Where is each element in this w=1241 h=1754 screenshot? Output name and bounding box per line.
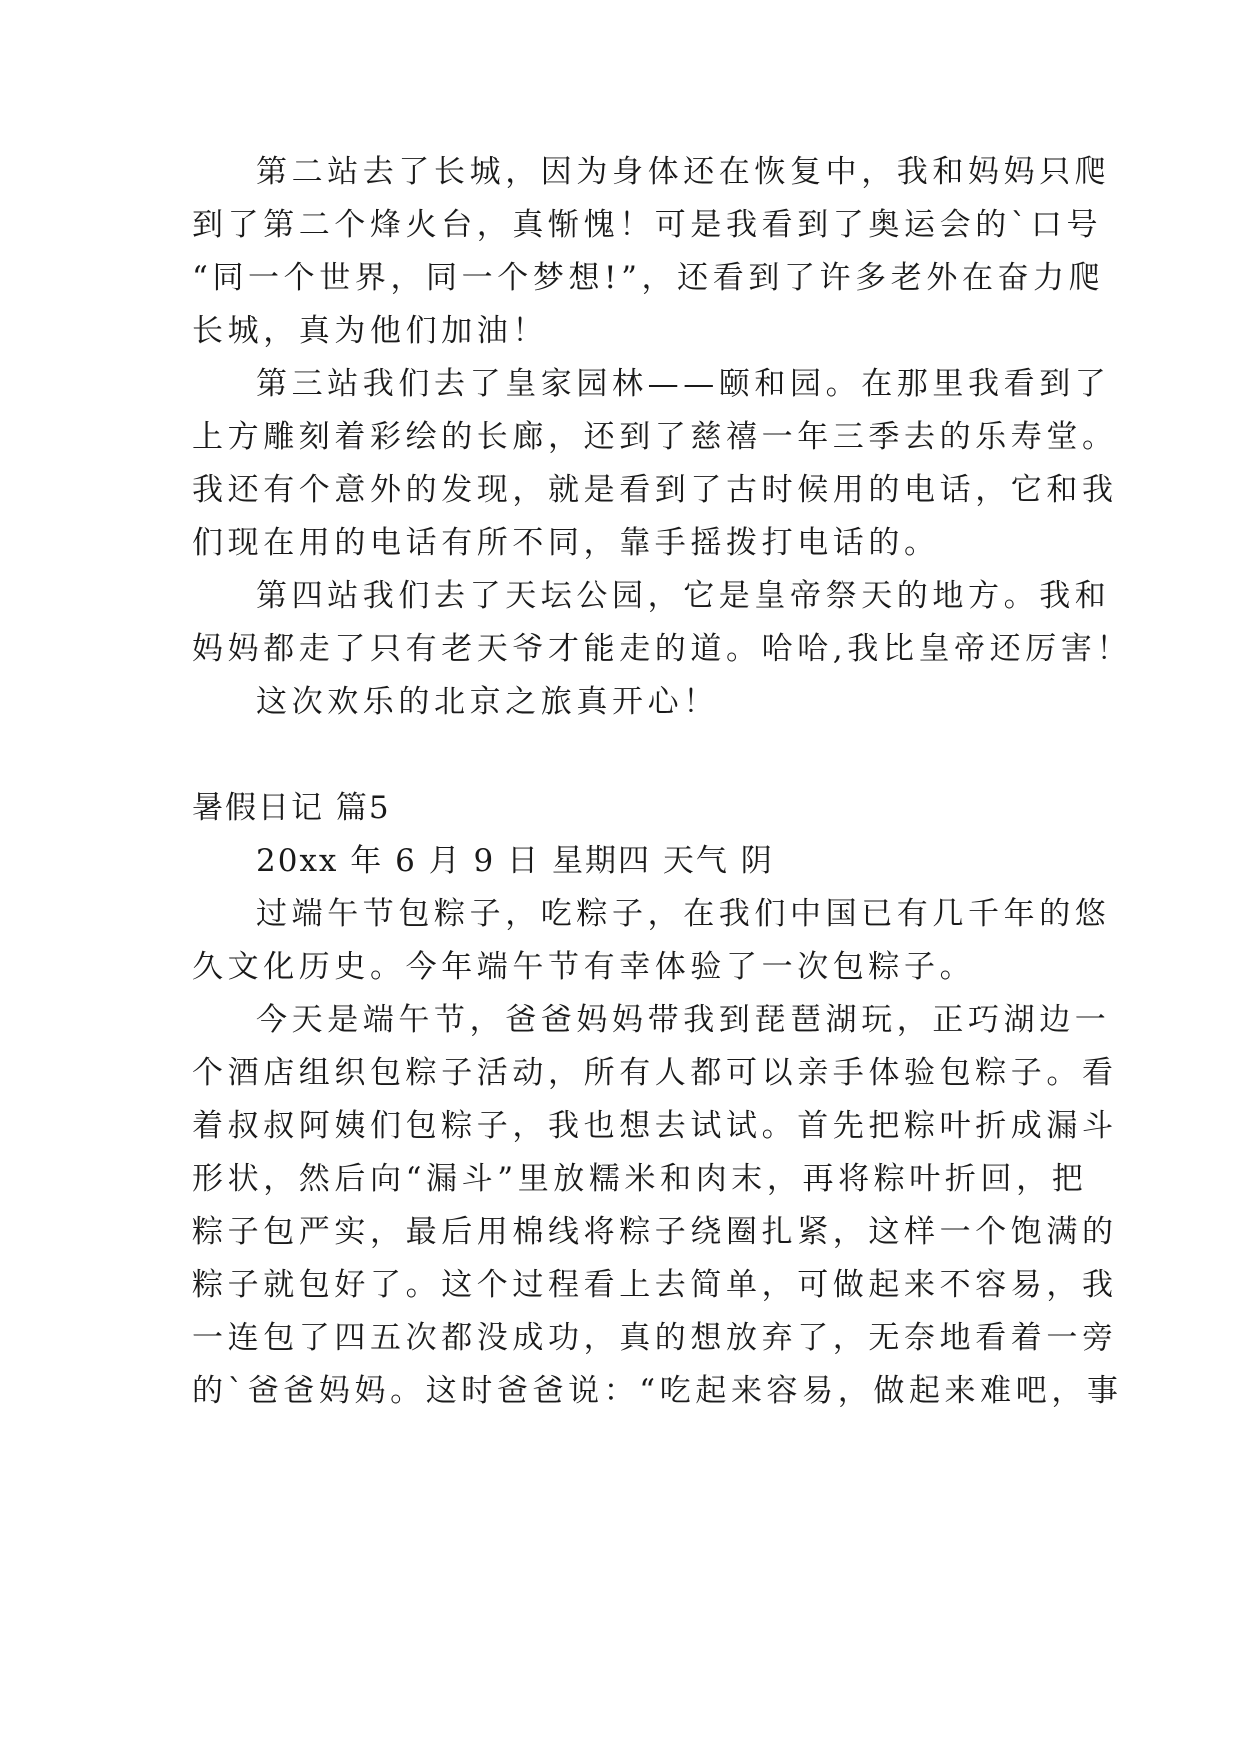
text-line: 妈妈都走了只有老天爷才能走的道。哈哈,我比皇帝还厉害！ [192, 631, 1133, 667]
text-line: 形状，然后向“漏斗”里放糯米和肉末，再将粽叶折回，把 [192, 1161, 1088, 1197]
text-line: 粽子包严实，最后用棉线将粽子绕圈扎紧，这样一个饱满的 [192, 1214, 1118, 1250]
text-line: 我还有个意外的发现，就是看到了古时候用的电话，它和我 [192, 472, 1118, 508]
text-line: 久文化历史。今年端午节有幸体验了一次包粽子。 [192, 949, 976, 985]
text-line: 们现在用的电话有所不同，靠手摇拨打电话的。 [192, 525, 940, 561]
text-line: 第四站我们去了天坛公园，它是皇帝祭天的地方。我和 [256, 578, 1111, 614]
text-line: 过端午节包粽子，吃粽子，在我们中国已有几千年的悠 [256, 896, 1111, 932]
text-line: 个酒店组织包粽子活动，所有人都可以亲手体验包粽子。看 [192, 1055, 1118, 1091]
text-line: 着叔叔阿姨们包粽子，我也想去试试。首先把粽叶折成漏斗 [192, 1108, 1118, 1144]
text-line: 的`爸爸妈妈。这时爸爸说：“吃起来容易，做起来难吧，事 [192, 1373, 1123, 1409]
text-line: 第三站我们去了皇家园林——颐和园。在那里我看到了 [256, 366, 1111, 402]
text-line: 今天是端午节，爸爸妈妈带我到琵琶湖玩，正巧湖边一 [256, 1002, 1111, 1038]
text-line: “同一个世界，同一个梦想!”，还看到了许多老外在奋力爬 [192, 260, 1105, 296]
text-line: 第二站去了长城，因为身体还在恢复中，我和妈妈只爬 [256, 154, 1111, 190]
section-heading: 暑假日记 篇5 [192, 790, 391, 826]
date-line: 20xx 年 6 月 9 日 星期四 天气 阴 [256, 843, 774, 879]
text-line: 一连包了四五次都没成功，真的想放弃了，无奈地看着一旁 [192, 1320, 1118, 1356]
text-line: 上方雕刻着彩绘的长廊，还到了慈禧一年三季去的乐寿堂。 [192, 419, 1118, 455]
text-line: 这次欢乐的北京之旅真开心！ [256, 684, 719, 720]
text-line: 长城，真为他们加油！ [192, 313, 548, 349]
text-line: 粽子就包好了。这个过程看上去简单，可做起来不容易，我 [192, 1267, 1118, 1303]
text-line: 到了第二个烽火台，真惭愧！可是我看到了奥运会的`口号 [192, 207, 1103, 243]
